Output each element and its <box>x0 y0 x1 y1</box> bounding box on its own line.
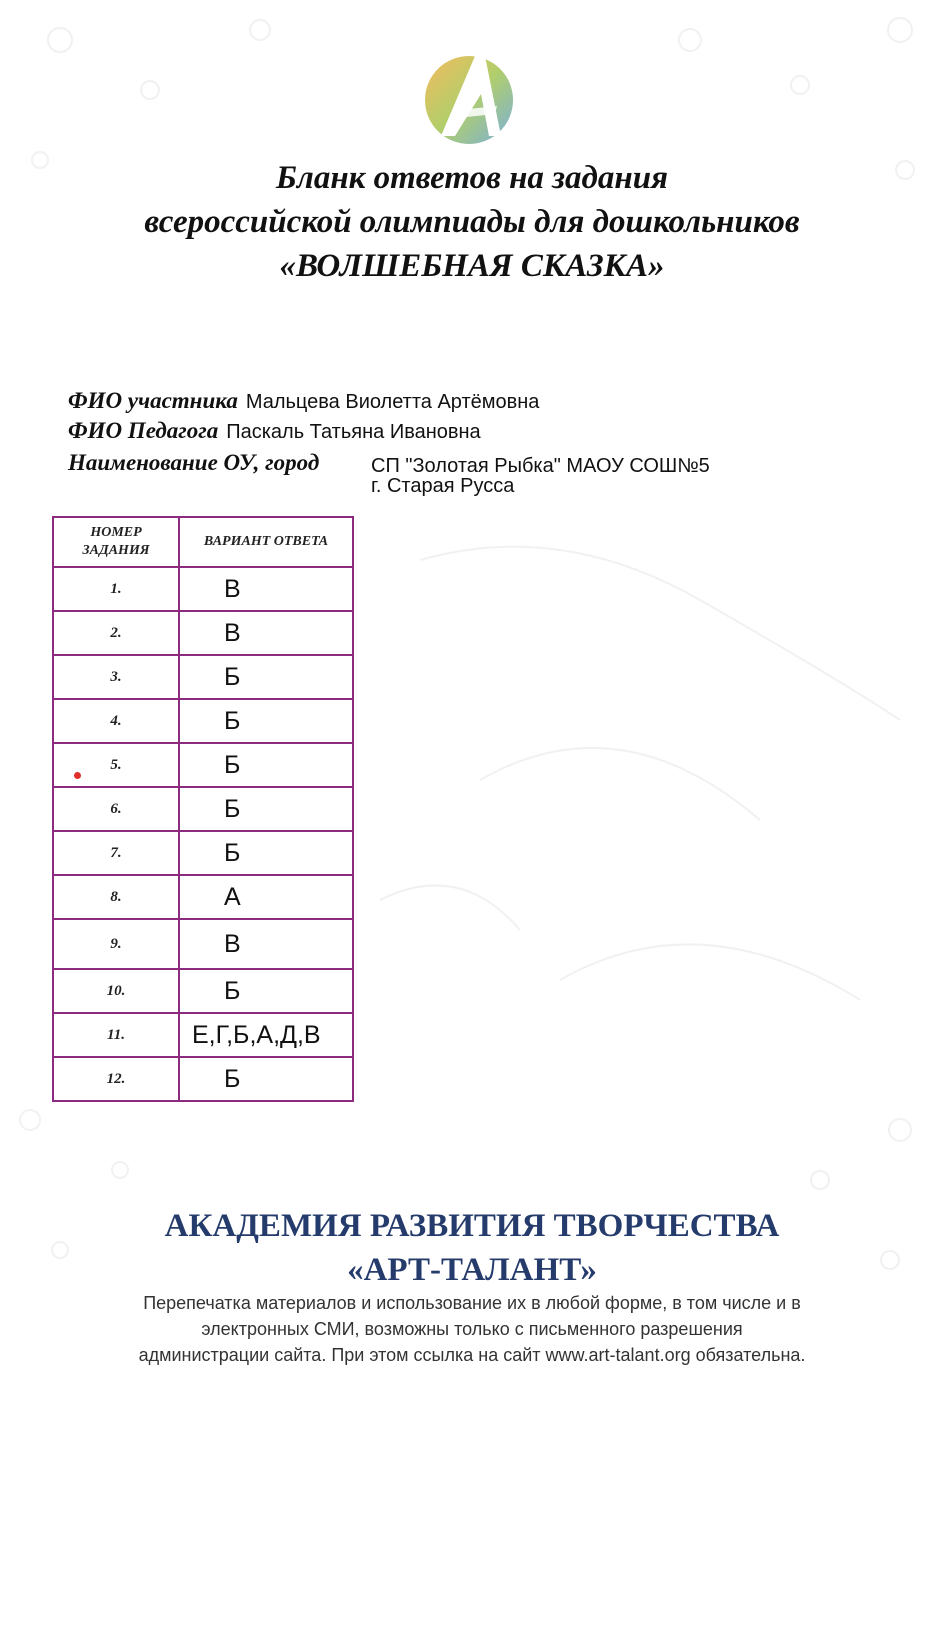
participant-label: ФИО участника <box>68 388 238 413</box>
table-row <box>53 831 353 875</box>
school-value: СП "Золотая Рыбка" МАОУ СОШ№5 <box>371 455 710 477</box>
school-label: Наименование ОУ, город <box>68 450 320 475</box>
title-line-1: Бланк ответов на задания <box>275 160 669 196</box>
teacher-value: Паскаль Татьяна Ивановна <box>226 421 481 443</box>
table-row <box>53 743 353 787</box>
academy-name <box>40 1204 904 1292</box>
title-line-2: всероссийской олимпиады для дошкольников <box>144 204 800 240</box>
task-number: 7. <box>53 831 179 875</box>
task-answer: А <box>179 875 353 919</box>
participant-row <box>68 388 539 422</box>
academy-line-2: «АРТ-ТАЛАНТ» <box>347 1252 597 1288</box>
task-number: 1. <box>53 567 179 611</box>
task-answer: Б <box>179 1057 353 1101</box>
task-number: 3. <box>53 655 179 699</box>
task-answer: В <box>179 919 353 969</box>
task-answer: Б <box>179 831 353 875</box>
task-number: 8. <box>53 875 179 919</box>
notice-line-2: электронных СМИ, возможны только с письменного разрешения <box>201 1319 743 1339</box>
task-number: 12. <box>53 1057 179 1101</box>
task-answer: Б <box>179 969 353 1013</box>
task-number: 10. <box>53 969 179 1013</box>
header-task-number-line1: НОМЕР <box>90 525 142 540</box>
table-row <box>53 611 353 655</box>
notice-line-1: Перепечатка материалов и использование их в любой форме, в том числе и в <box>143 1293 801 1313</box>
table-header-row <box>53 517 353 567</box>
red-marker-dot <box>74 772 81 779</box>
header-answer-variant: ВАРИАНТ ОТВЕТА <box>179 517 353 567</box>
header-task-number <box>53 517 179 567</box>
teacher-label: ФИО Педагога <box>68 418 219 443</box>
city-value: г. Старая Русса <box>371 475 515 497</box>
task-number: 6. <box>53 787 179 831</box>
task-number: 2. <box>53 611 179 655</box>
answers-table <box>52 516 354 1102</box>
copyright-notice <box>40 1290 904 1368</box>
task-answer: Б <box>179 655 353 699</box>
table-row <box>53 919 353 969</box>
title-line-3: «ВОЛШЕБНАЯ СКАЗКА» <box>279 248 665 284</box>
table-row <box>53 1013 353 1057</box>
participant-value: Мальцева Виолетта Артёмовна <box>245 391 540 413</box>
task-number: 11. <box>53 1013 179 1057</box>
task-answer: Б <box>179 787 353 831</box>
task-answer: В <box>179 611 353 655</box>
table-row <box>53 969 353 1013</box>
form-title <box>40 156 904 288</box>
art-talant-logo <box>419 48 523 148</box>
task-number: 4. <box>53 699 179 743</box>
table-row <box>53 787 353 831</box>
table-row <box>53 699 353 743</box>
school-row <box>68 450 319 484</box>
teacher-row <box>68 418 481 452</box>
table-row <box>53 1057 353 1101</box>
header-task-number-line2: ЗАДАНИЯ <box>82 543 150 558</box>
table-row <box>53 875 353 919</box>
task-answer: Б <box>179 699 353 743</box>
academy-line-1: АКАДЕМИЯ РАЗВИТИЯ ТВОРЧЕСТВА <box>164 1208 780 1244</box>
task-answer: Б <box>179 743 353 787</box>
task-answer: В <box>179 567 353 611</box>
notice-line-3: администрации сайта. При этом ссылка на сайт www.art-talant.org обязательна. <box>138 1345 806 1365</box>
table-row <box>53 655 353 699</box>
task-number: 5. <box>53 743 179 787</box>
task-answer: Е,Г,Б,А,Д,В <box>179 1013 353 1057</box>
task-number: 9. <box>53 919 179 969</box>
table-row <box>53 567 353 611</box>
